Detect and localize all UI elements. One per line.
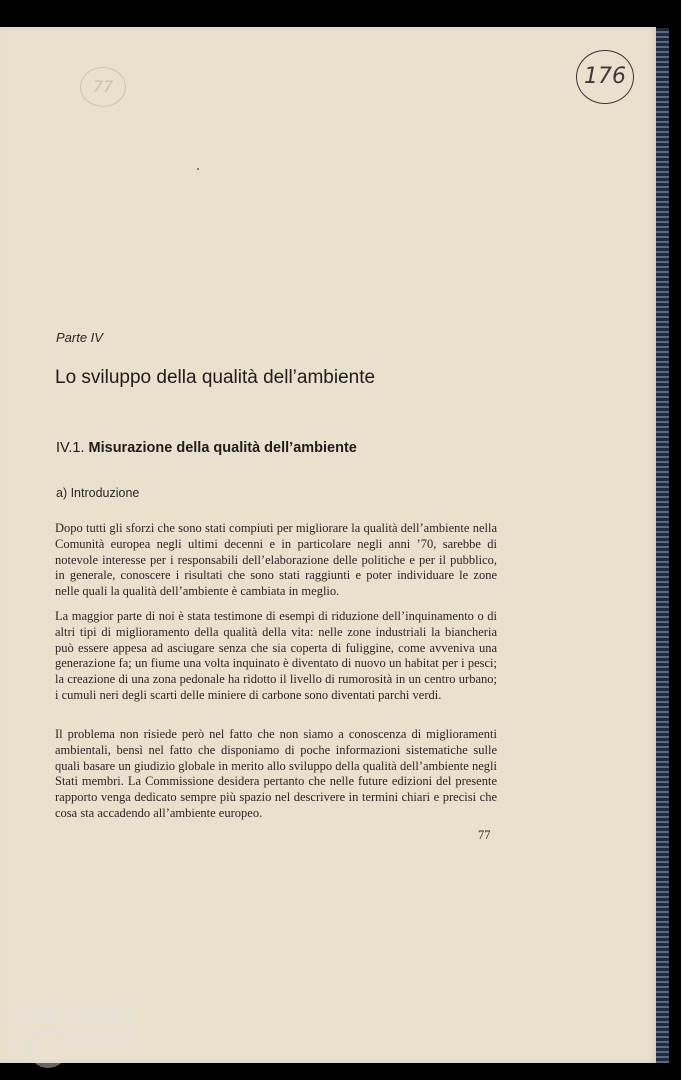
archive-number-stamp: 176	[576, 50, 634, 104]
paragraph: La maggior parte di noi è stata testimone di esempi di riduzione dell’inquinamento o di altri tipi di miglioramento della qualità della vita: nelle zone industriali la biancheria può essere appesa ad asciugare senza che sia coperta di fuliggine, come avveniva una generazione fa; un fiume una volta inquinato è diventato di nuovo un habitat per i pesci; la creazione di una zona pedonale ha ridotto il livello di rumorosità in un centro urbano; i cumuli neri degli scarti delle miniere di carbone sono diventati parchi verdi.	[55, 609, 497, 702]
subsection-heading: a) Introduzione	[56, 486, 140, 500]
section-heading	[56, 440, 357, 456]
faint-archive-number: 77	[80, 67, 126, 107]
watermark-line-1: FONDAZIONE	[4, 1006, 140, 1027]
ink-dot	[197, 168, 199, 170]
page-number: 77	[478, 828, 491, 842]
part-label: Parte IV	[56, 330, 103, 345]
watermark	[4, 1006, 174, 1050]
binding-edge	[656, 28, 669, 1063]
paragraph: Il problema non risiede però nel fatto che non siamo a conoscenza di miglioramenti ambientali, bensì nel fatto che disponiamo di poche informazioni sistematiche sulle quali basare un giudizio globale in merito allo sviluppo della qualità dell’ambiente negli Stati membri. La Commissione desidera pertanto che nelle future edizioni del presente rapporto venga dedicato sempre più spazio nel descrivere in termini chiari e precisi che cosa sta accadendo all’ambiente europeo.	[55, 727, 497, 820]
section-title: Misurazione della qualità dell’ambiente	[88, 440, 357, 456]
watermark-line-2: RAMSCI	[64, 1030, 138, 1049]
part-title: Lo sviluppo della qualità dell’ambiente	[55, 367, 376, 388]
section-number: IV.1.	[56, 440, 85, 456]
paragraph: Dopo tutti gli sforzi che sono stati compiuti per migliorare la qualità dell’ambiente nella Comunità europea negli ultimi decenni e in particolare negli anni ’70, sarebbe di notevole interesse per i responsabili dell’elaborazione delle politiche e per il pubblico, in generale, conoscere i risultati che sono stati raggiunti e poter individuare le zone nelle quali la qualità dell’ambiente è cambiata in meglio.	[55, 521, 497, 599]
